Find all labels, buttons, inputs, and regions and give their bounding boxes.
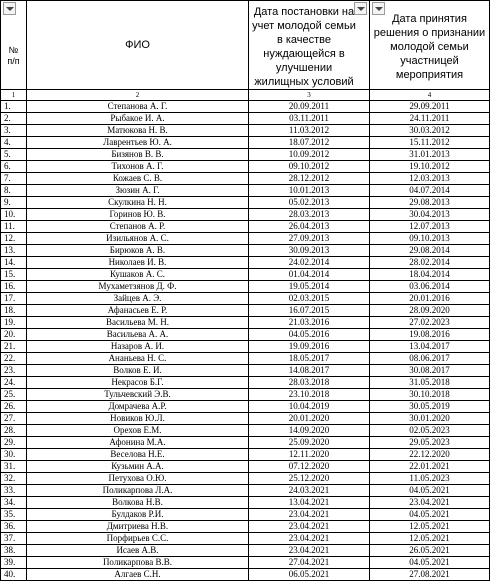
- table-row[interactable]: [1, 257, 490, 269]
- date-registration-cell[interactable]: 23.04.2021: [249, 521, 370, 533]
- date-decision-cell[interactable]: 22.01.2021: [370, 461, 490, 473]
- fio-cell[interactable]: Рыбакое И. А.: [27, 113, 249, 125]
- date-decision-cell[interactable]: 04.05.2021: [370, 557, 490, 569]
- date-decision-cell[interactable]: 22.12.2020: [370, 449, 490, 461]
- table-row[interactable]: [1, 293, 490, 305]
- row-number-cell[interactable]: 39.: [1, 557, 27, 569]
- date-decision-cell[interactable]: 27.08.2021: [370, 569, 490, 581]
- date-registration-cell[interactable]: 20.09.2011: [249, 101, 370, 113]
- date-registration-cell[interactable]: 14.09.2020: [249, 425, 370, 437]
- row-number-cell[interactable]: 7.: [1, 173, 27, 185]
- fio-cell[interactable]: Васильева М. Н.: [27, 317, 249, 329]
- filter-dropdown-date-registration-icon[interactable]: [354, 2, 367, 15]
- date-decision-cell[interactable]: 29.08.2013: [370, 197, 490, 209]
- date-decision-cell[interactable]: 02.05.2023: [370, 425, 490, 437]
- table-row[interactable]: [1, 461, 490, 473]
- row-number-cell[interactable]: 20.: [1, 329, 27, 341]
- row-number-cell[interactable]: 31.: [1, 461, 27, 473]
- header-row: [1, 1, 490, 90]
- table-row[interactable]: [1, 533, 490, 545]
- table-row[interactable]: [1, 557, 490, 569]
- date-decision-cell[interactable]: 30.08.2017: [370, 365, 490, 377]
- row-number-cell[interactable]: 21.: [1, 341, 27, 353]
- row-number-cell[interactable]: 27.: [1, 413, 27, 425]
- date-registration-cell[interactable]: 26.04.2013: [249, 221, 370, 233]
- date-registration-cell[interactable]: 28.12.2012: [249, 173, 370, 185]
- date-registration-cell[interactable]: 19.05.2014: [249, 281, 370, 293]
- table-row[interactable]: [1, 269, 490, 281]
- table-row[interactable]: [1, 341, 490, 353]
- table-row[interactable]: [1, 521, 490, 533]
- fio-cell[interactable]: Афанасьев Е. Р.: [27, 305, 249, 317]
- date-decision-cell[interactable]: 29.08.2014: [370, 245, 490, 257]
- fio-cell[interactable]: Некрасов Б.Г.: [27, 377, 249, 389]
- date-registration-cell[interactable]: 16.07.2015: [249, 305, 370, 317]
- date-registration-cell[interactable]: 25.12.2020: [249, 473, 370, 485]
- date-registration-cell[interactable]: 10.04.2019: [249, 401, 370, 413]
- row-number-cell[interactable]: 35.: [1, 509, 27, 521]
- row-number-cell[interactable]: 10.: [1, 209, 27, 221]
- date-decision-cell[interactable]: 27.02.2023: [370, 317, 490, 329]
- fio-cell[interactable]: Алгаев С.Н.: [27, 569, 249, 581]
- table-row[interactable]: [1, 149, 490, 161]
- row-number-cell[interactable]: 9.: [1, 197, 27, 209]
- table-row[interactable]: [1, 281, 490, 293]
- row-number-cell[interactable]: 33.: [1, 485, 27, 497]
- fio-cell[interactable]: Волкова Н.В.: [27, 497, 249, 509]
- fio-cell[interactable]: Николаев И. В.: [27, 257, 249, 269]
- date-decision-cell[interactable]: 19.08.2016: [370, 329, 490, 341]
- date-registration-cell[interactable]: 28.03.2018: [249, 377, 370, 389]
- date-decision-cell[interactable]: 30.05.2019: [370, 401, 490, 413]
- date-registration-cell[interactable]: 30.09.2013: [249, 245, 370, 257]
- fio-cell[interactable]: Изильянов А. С.: [27, 233, 249, 245]
- date-decision-cell[interactable]: 29.05.2023: [370, 437, 490, 449]
- row-number-cell[interactable]: 2.: [1, 113, 27, 125]
- row-number-cell[interactable]: 12.: [1, 233, 27, 245]
- table-row[interactable]: [1, 209, 490, 221]
- row-number-cell[interactable]: 17.: [1, 293, 27, 305]
- date-decision-cell[interactable]: 19.10.2012: [370, 161, 490, 173]
- row-number-cell[interactable]: 1.: [1, 101, 27, 113]
- date-registration-cell[interactable]: 28.03.2013: [249, 209, 370, 221]
- date-decision-cell[interactable]: 31.05.2018: [370, 377, 490, 389]
- date-decision-cell[interactable]: 11.05.2023: [370, 473, 490, 485]
- fio-cell[interactable]: Орехов Е.М.: [27, 425, 249, 437]
- table-row[interactable]: [1, 365, 490, 377]
- table-row[interactable]: [1, 401, 490, 413]
- header-fio: [27, 1, 249, 90]
- table-row[interactable]: [1, 233, 490, 245]
- row-number-cell[interactable]: 14.: [1, 257, 27, 269]
- table-row[interactable]: [1, 569, 490, 581]
- filter-dropdown-number-icon[interactable]: [3, 2, 16, 15]
- row-number-cell[interactable]: 36.: [1, 521, 27, 533]
- row-number-cell[interactable]: 38.: [1, 545, 27, 557]
- header-date-decision: [370, 1, 490, 90]
- fio-cell[interactable]: Булдаков Р.И.: [27, 509, 249, 521]
- fio-cell[interactable]: Поликарпова В.В.: [27, 557, 249, 569]
- fio-cell[interactable]: Тульчевский Э.В.: [27, 389, 249, 401]
- fio-cell[interactable]: Кожаев С. В.: [27, 173, 249, 185]
- date-decision-cell[interactable]: 12.03.2013: [370, 173, 490, 185]
- date-decision-cell[interactable]: 03.06.2014: [370, 281, 490, 293]
- table-row[interactable]: [1, 317, 490, 329]
- date-decision-cell[interactable]: 12.05.2021: [370, 533, 490, 545]
- column-index: 1: [1, 90, 27, 101]
- date-decision-cell[interactable]: 28.02.2014: [370, 257, 490, 269]
- table-row[interactable]: [1, 353, 490, 365]
- date-decision-cell[interactable]: 08.06.2017: [370, 353, 490, 365]
- table-row[interactable]: [1, 125, 490, 137]
- fio-cell[interactable]: Степанова А. Г.: [27, 101, 249, 113]
- date-decision-cell[interactable]: 20.01.2016: [370, 293, 490, 305]
- fio-cell[interactable]: Веселова Н.Е.: [27, 449, 249, 461]
- row-number-cell[interactable]: 19.: [1, 317, 27, 329]
- date-decision-cell[interactable]: 24.11.2011: [370, 113, 490, 125]
- table-row[interactable]: [1, 305, 490, 317]
- date-decision-cell[interactable]: 30.03.2012: [370, 125, 490, 137]
- date-registration-cell[interactable]: 20.01.2020: [249, 413, 370, 425]
- date-registration-cell[interactable]: 19.09.2016: [249, 341, 370, 353]
- fio-cell[interactable]: Мухаметзянов Д. Ф.: [27, 281, 249, 293]
- date-registration-cell[interactable]: 23.10.2018: [249, 389, 370, 401]
- row-number-cell[interactable]: 13.: [1, 245, 27, 257]
- fio-cell[interactable]: Зайцев А. Э.: [27, 293, 249, 305]
- date-decision-cell[interactable]: 15.11.2012: [370, 137, 490, 149]
- header-date-decision-label: Дата принятия решения о признании молодой семьи участницей мероприятия: [373, 13, 486, 81]
- table-row[interactable]: [1, 425, 490, 437]
- row-number-cell[interactable]: 15.: [1, 269, 27, 281]
- date-registration-cell[interactable]: 24.02.2014: [249, 257, 370, 269]
- fio-cell[interactable]: Бирюков А. В.: [27, 245, 249, 257]
- date-decision-cell[interactable]: 04.05.2021: [370, 485, 490, 497]
- table-row[interactable]: [1, 437, 490, 449]
- column-index: 4: [370, 90, 490, 101]
- header-date-registration: [249, 1, 370, 90]
- fio-cell[interactable]: Волков Е. И.: [27, 365, 249, 377]
- fio-cell[interactable]: Домрачева А.Р.: [27, 401, 249, 413]
- row-number-cell[interactable]: 25.: [1, 389, 27, 401]
- row-number-cell[interactable]: 32.: [1, 473, 27, 485]
- date-decision-cell[interactable]: 30.01.2020: [370, 413, 490, 425]
- header-number-label: № п/п: [7, 45, 20, 66]
- fio-cell[interactable]: Горинов Ю. В.: [27, 209, 249, 221]
- column-index: 3: [249, 90, 370, 101]
- table-row[interactable]: [1, 497, 490, 509]
- date-decision-cell[interactable]: 30.04.2013: [370, 209, 490, 221]
- date-decision-cell[interactable]: 13.04.2017: [370, 341, 490, 353]
- row-number-cell[interactable]: 29.: [1, 437, 27, 449]
- row-number-cell[interactable]: 37.: [1, 533, 27, 545]
- date-decision-cell[interactable]: 26.05.2021: [370, 545, 490, 557]
- date-registration-cell[interactable]: 02.03.2015: [249, 293, 370, 305]
- fio-cell[interactable]: Дмитриева Н.В.: [27, 521, 249, 533]
- row-number-cell[interactable]: 5.: [1, 149, 27, 161]
- date-decision-cell[interactable]: 31.01.2013: [370, 149, 490, 161]
- date-registration-cell[interactable]: 05.02.2013: [249, 197, 370, 209]
- row-number-cell[interactable]: 6.: [1, 161, 27, 173]
- fio-cell[interactable]: Исаев А.В.: [27, 545, 249, 557]
- date-registration-cell[interactable]: 03.11.2011: [249, 113, 370, 125]
- fio-cell[interactable]: Кушаков А. С.: [27, 269, 249, 281]
- date-decision-cell[interactable]: 04.05.2021: [370, 509, 490, 521]
- fio-cell[interactable]: Новиков Ю.Л.: [27, 413, 249, 425]
- row-number-cell[interactable]: 24.: [1, 377, 27, 389]
- table-row[interactable]: [1, 377, 490, 389]
- date-registration-cell[interactable]: 18.07.2012: [249, 137, 370, 149]
- row-number-cell[interactable]: 11.: [1, 221, 27, 233]
- date-decision-cell[interactable]: 04.07.2014: [370, 185, 490, 197]
- date-registration-cell[interactable]: 23.04.2021: [249, 545, 370, 557]
- date-registration-cell[interactable]: 21.03.2016: [249, 317, 370, 329]
- date-decision-cell[interactable]: 28.09.2020: [370, 305, 490, 317]
- filter-dropdown-date-decision-icon[interactable]: [372, 2, 385, 15]
- table-row[interactable]: [1, 413, 490, 425]
- date-registration-cell[interactable]: 25.09.2020: [249, 437, 370, 449]
- table-row[interactable]: [1, 173, 490, 185]
- row-number-cell[interactable]: 3.: [1, 125, 27, 137]
- row-number-cell[interactable]: 16.: [1, 281, 27, 293]
- table-row[interactable]: [1, 545, 490, 557]
- date-registration-cell[interactable]: 27.09.2013: [249, 233, 370, 245]
- date-registration-cell[interactable]: 10.01.2013: [249, 185, 370, 197]
- row-number-cell[interactable]: 18.: [1, 305, 27, 317]
- fio-cell[interactable]: Афонина М.А.: [27, 437, 249, 449]
- fio-cell[interactable]: Лаврентьев Ю. А.: [27, 137, 249, 149]
- date-registration-cell[interactable]: 24.03.2021: [249, 485, 370, 497]
- table-row[interactable]: [1, 389, 490, 401]
- date-registration-cell[interactable]: 10.09.2012: [249, 149, 370, 161]
- table-row[interactable]: [1, 161, 490, 173]
- date-registration-cell[interactable]: 09.10.2012: [249, 161, 370, 173]
- date-registration-cell[interactable]: 12.11.2020: [249, 449, 370, 461]
- fio-cell[interactable]: Васильева А. А.: [27, 329, 249, 341]
- fio-cell[interactable]: Скулкина Н. Н.: [27, 197, 249, 209]
- row-number-cell[interactable]: 40.: [1, 569, 27, 581]
- fio-cell[interactable]: Назаров А. И.: [27, 341, 249, 353]
- column-index: 2: [27, 90, 249, 101]
- fio-cell[interactable]: Бизянов В. В.: [27, 149, 249, 161]
- date-registration-cell[interactable]: 07.12.2020: [249, 461, 370, 473]
- table-row[interactable]: [1, 185, 490, 197]
- table-row[interactable]: [1, 197, 490, 209]
- date-decision-cell[interactable]: 30.10.2018: [370, 389, 490, 401]
- date-decision-cell[interactable]: 23.04.2021: [370, 497, 490, 509]
- fio-cell[interactable]: Степанов А. Р.: [27, 221, 249, 233]
- column-index-row: [1, 90, 490, 101]
- date-decision-cell[interactable]: 18.04.2014: [370, 269, 490, 281]
- fio-cell[interactable]: Петухова О.Ю.: [27, 473, 249, 485]
- row-number-cell[interactable]: 22.: [1, 353, 27, 365]
- date-registration-cell[interactable]: 23.04.2021: [249, 533, 370, 545]
- row-number-cell[interactable]: 30.: [1, 449, 27, 461]
- date-registration-cell[interactable]: 13.04.2021: [249, 497, 370, 509]
- row-number-cell[interactable]: 34.: [1, 497, 27, 509]
- row-number-cell[interactable]: 23.: [1, 365, 27, 377]
- table-row[interactable]: [1, 245, 490, 257]
- date-decision-cell[interactable]: 09.10.2013: [370, 233, 490, 245]
- row-number-cell[interactable]: 8.: [1, 185, 27, 197]
- date-decision-cell[interactable]: 12.07.2013: [370, 221, 490, 233]
- table-row[interactable]: [1, 449, 490, 461]
- header-date-registration-label: Дата постановки на учет молодой семьи в качестве нуждающейся в улучшении жилищных условий: [252, 6, 356, 88]
- date-decision-cell[interactable]: 12.05.2021: [370, 521, 490, 533]
- date-registration-cell[interactable]: 06.05.2021: [249, 569, 370, 581]
- table-row[interactable]: [1, 473, 490, 485]
- table-row[interactable]: [1, 509, 490, 521]
- fio-cell[interactable]: Поликарпова Л.А.: [27, 485, 249, 497]
- date-decision-cell[interactable]: 29.09.2011: [370, 101, 490, 113]
- date-registration-cell[interactable]: 11.03.2012: [249, 125, 370, 137]
- date-registration-cell[interactable]: 01.04.2014: [249, 269, 370, 281]
- date-registration-cell[interactable]: 27.04.2021: [249, 557, 370, 569]
- row-number-cell[interactable]: 26.: [1, 401, 27, 413]
- table-row[interactable]: [1, 485, 490, 497]
- date-registration-cell[interactable]: 23.04.2021: [249, 509, 370, 521]
- table-row[interactable]: [1, 329, 490, 341]
- date-registration-cell[interactable]: 18.05.2017: [249, 353, 370, 365]
- table-row[interactable]: [1, 101, 490, 113]
- date-registration-cell[interactable]: 14.08.2017: [249, 365, 370, 377]
- header-number: [1, 1, 27, 90]
- fio-cell[interactable]: Матюкова Н. В.: [27, 125, 249, 137]
- fio-cell[interactable]: Ананьева Н. С.: [27, 353, 249, 365]
- table-row[interactable]: [1, 113, 490, 125]
- date-registration-cell[interactable]: 04.05.2016: [249, 329, 370, 341]
- fio-cell[interactable]: Тихонов А. Г.: [27, 161, 249, 173]
- fio-cell[interactable]: Зюзин А. Г.: [27, 185, 249, 197]
- row-number-cell[interactable]: 28.: [1, 425, 27, 437]
- table-row[interactable]: [1, 137, 490, 149]
- row-number-cell[interactable]: 4.: [1, 137, 27, 149]
- fio-cell[interactable]: Порфирьев С.С.: [27, 533, 249, 545]
- header-fio-label: ФИО: [125, 39, 150, 51]
- table-row[interactable]: [1, 221, 490, 233]
- fio-cell[interactable]: Кузьмин А.А.: [27, 461, 249, 473]
